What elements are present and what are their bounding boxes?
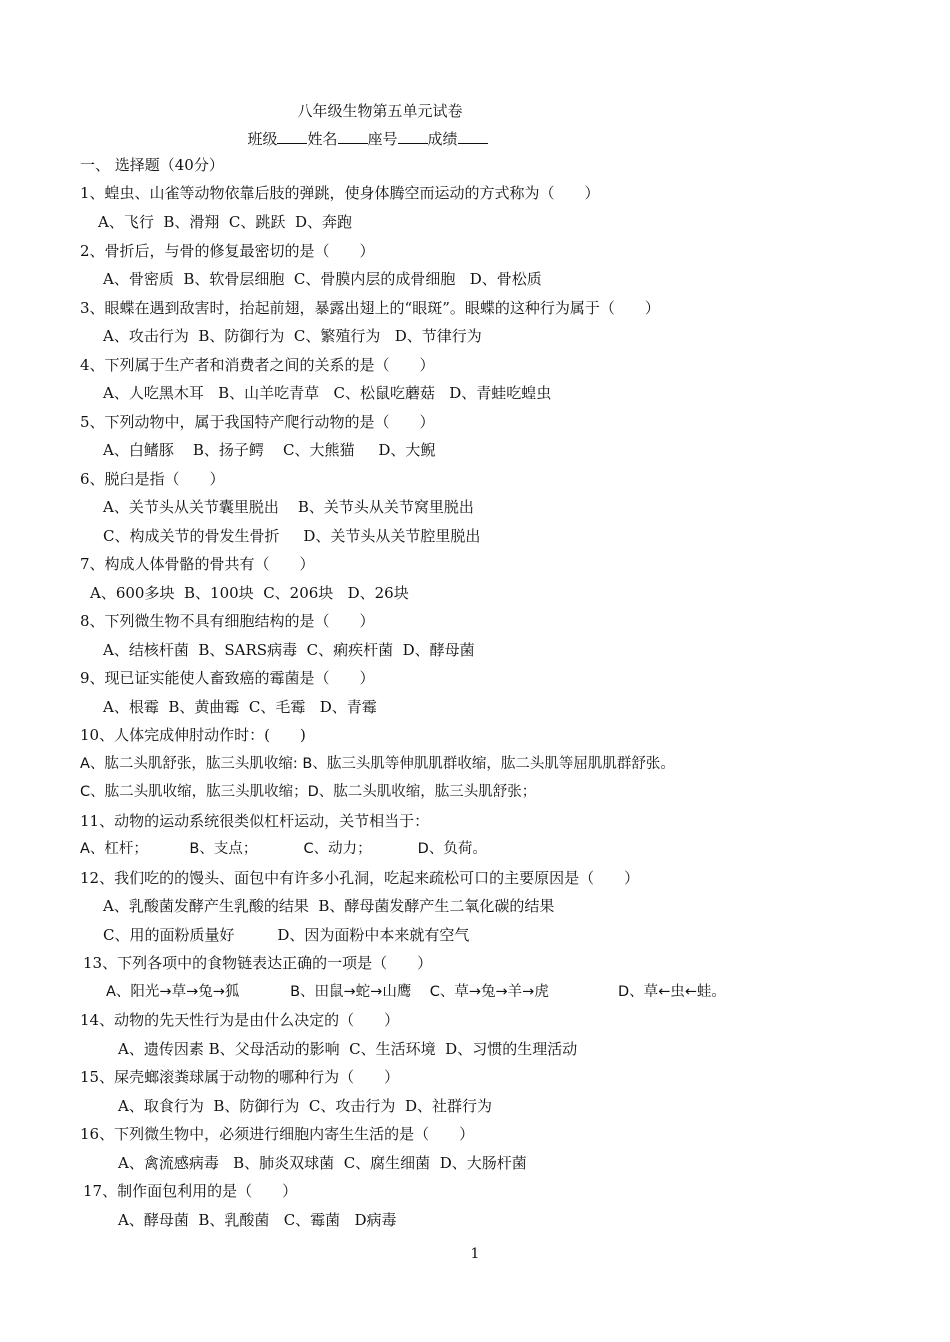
question-line: A、遗传因素 B、父母活动的影响 C、生活环境 D、习惯的生理活动 (118, 1040, 578, 1058)
question-line: 3、眼蝶在遇到敌害时，抬起前翅，暴露出翅上的“眼斑”。眼蝶的这种行为属于（ ） (80, 299, 660, 317)
question-line: C、用的面粉质量好 D、因为面粉中本来就有空气 (103, 926, 470, 944)
exam-title: 八年级生物第五单元试卷 (297, 102, 463, 120)
question-line: C、构成关节的骨发生骨折 D、关节头从关节腔里脱出 (103, 527, 481, 545)
question-line: A、乳酸菌发酵产生乳酸的结果 B、酵母菌发酵产生二氧化碳的结果 (103, 897, 555, 915)
question-line: 15、屎壳螂滚粪球属于动物的哪种行为（ ） (80, 1068, 400, 1086)
question-line: 2、骨折后，与骨的修复最密切的是（ ） (80, 242, 375, 260)
class-blank (277, 129, 307, 144)
page-number: 1 (470, 1246, 480, 1262)
question-line: 16、下列微生物中，必须进行细胞内寄生生活的是（ ） (80, 1125, 475, 1143)
question-line: 10、人体完成伸肘动作时：( ) (80, 726, 306, 744)
question-line: A、酵母菌 B、乳酸菌 C、霉菌 D病毒 (118, 1211, 397, 1229)
question-line: 5、下列动物中，属于我国特产爬行动物的是（ ） (80, 413, 435, 431)
question-line: 14、动物的先天性行为是由什么决定的（ ） (80, 1011, 400, 1029)
page-title (0, 100, 760, 121)
question-line: A、600多块 B、100块 C、206块 D、26块 (90, 584, 409, 602)
question-line: A、白鳍豚 B、扬子鳄 C、大熊猫 D、大鲵 (103, 441, 436, 459)
question-line: A、禽流感病毒 B、肺炎双球菌 C、腐生细菌 D、大肠杆菌 (118, 1154, 527, 1172)
question-line: 1、蝗虫、山雀等动物依靠后肢的弹跳，使身体腾空而运动的方式称为（ ） (80, 184, 600, 202)
question-line: A、攻击行为 B、防御行为 C、繁殖行为 D、节律行为 (103, 327, 482, 345)
question-line: A、取食行为 B、防御行为 C、攻击行为 D、社群行为 (118, 1097, 492, 1115)
question-line: A、结核杆菌 B、SARS病毒 C、痢疾杆菌 D、酵母菌 (103, 641, 475, 659)
question-line: 8、下列微生物不具有细胞结构的是（ ） (80, 612, 375, 630)
question-line: C、肱二头肌收缩，肱三头肌收缩；D、肱二头肌收缩，肱三头肌舒张； (80, 784, 537, 800)
student-info-row (0, 128, 735, 149)
name-blank (338, 129, 368, 144)
question-line: 6、脱臼是指（ ） (80, 470, 225, 488)
question-line: 17、制作面包利用的是（ ） (83, 1182, 298, 1200)
score-label: 成绩 (427, 130, 458, 148)
question-line: 7、构成人体骨骼的骨共有（ ） (80, 555, 315, 573)
question-line: A、骨密质 B、软骨层细胞 C、骨膜内层的成骨细胞 D、骨松质 (103, 270, 542, 288)
question-line: 4、下列属于生产者和消费者之间的关系的是（ ） (80, 356, 435, 374)
question-line: A、杠杆； B、支点； C、动力； D、负荷。 (80, 841, 487, 857)
question-line: A、阳光→草→兔→狐 B、田鼠→蛇→山鹰 C、草→兔→羊→虎 D、草←虫←蛙。 (106, 984, 726, 1000)
class-label: 班级 (247, 130, 278, 148)
question-line: A、飞行 B、滑翔 C、跳跃 D、奔跑 (98, 213, 352, 231)
seat-blank (398, 129, 428, 144)
question-line: A、肱二头肌舒张，肱三头肌收缩: B、肱三头肌等伸肌肌群收缩，肱二头肌等屈肌肌群舒张。 (80, 756, 675, 772)
question-line: 一、 选择题（40分） (80, 156, 224, 174)
question-line: 13、下列各项中的食物链表达正确的一项是（ ） (83, 954, 433, 972)
score-blank (458, 129, 488, 144)
question-line: 12、我们吃的的馒头、面包中有许多小孔洞，吃起来疏松可口的主要原因是（ ） (80, 869, 640, 887)
name-label: 姓名 (307, 130, 338, 148)
question-line: A、根霉 B、黄曲霉 C、毛霉 D、青霉 (103, 698, 377, 716)
seat-label: 座号 (367, 130, 398, 148)
question-line: 11、动物的运动系统很类似杠杆运动，关节相当于： (80, 812, 430, 830)
question-line: A、关节头从关节囊里脱出 B、关节头从关节窝里脱出 (103, 498, 474, 516)
question-line: A、人吃黑木耳 B、山羊吃青草 C、松鼠吃蘑菇 D、青蛙吃蝗虫 (103, 384, 552, 402)
question-line: 9、现已证实能使人畜致癌的霉菌是（ ） (80, 669, 375, 687)
